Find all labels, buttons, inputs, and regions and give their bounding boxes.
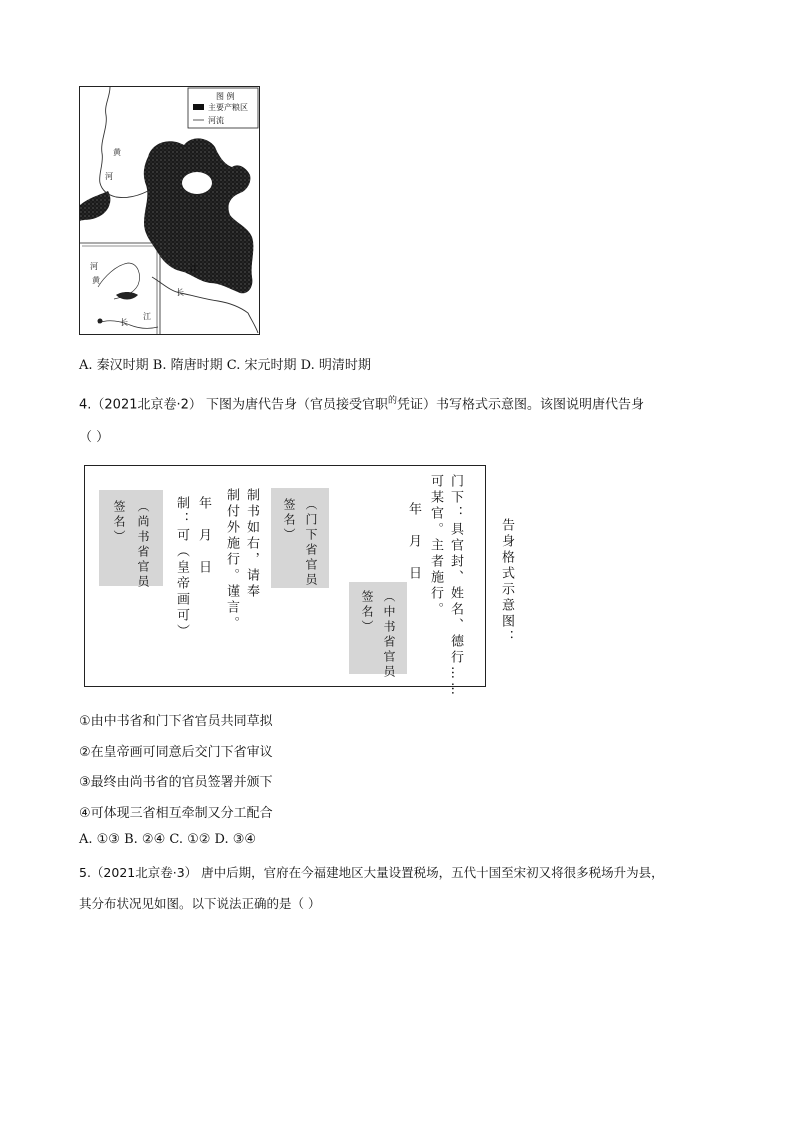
inset-label-huang: 黄: [92, 276, 100, 285]
sig-shangshu-1: （尚书省官员: [136, 500, 150, 590]
q4-item-4: ④可体现三省相互牵制又分工配合: [79, 806, 273, 821]
sig-box-zhongshu: [349, 582, 407, 680]
q4-options: A. ①③ B. ②④ C. ①② D. ③④: [79, 832, 257, 847]
lake: [182, 172, 212, 194]
sig-box-shangshu: [99, 490, 163, 590]
river-label-he: 河: [105, 172, 113, 181]
inset-label-chang: 长: [120, 318, 128, 327]
legend-swatch: [193, 104, 204, 110]
q4-answer-blank: （ ）: [79, 430, 110, 445]
fig-col-menxia-2: 可某官。主者施行。: [428, 474, 443, 618]
q4-item-2: ②在皇帝画可同意后交门下省审议: [79, 745, 273, 760]
q4-stem-small: 的: [388, 396, 398, 406]
q3-options: A. 秦汉时期 B. 隋唐时期 C. 宋元时期 D. 明清时期: [79, 358, 371, 373]
fig-col-zhishu-1: 制书如右，请奉: [244, 488, 259, 600]
sig-zhongshu-2: 签名）: [360, 590, 374, 635]
gaoshen-format-figure: [84, 465, 486, 698]
q4-item-3: ③最终由尚书省的官员签署并颁下: [79, 775, 273, 790]
q5-stem-line1: 5.（2021北京卷·3） 唐中后期，官府在今福建地区大量设置税场，五代十国至宋初又将很多税场升为县，: [79, 865, 664, 880]
map-drawing: [80, 87, 259, 334]
sig-menxia-1: （门下省官员: [304, 498, 318, 588]
q5-stem-line2: 其分布状况见如图。以下说法正确的是（ ）: [79, 896, 321, 911]
river-label-jiang: 江: [190, 264, 198, 273]
grain-area-west: [80, 191, 110, 221]
fig-col-date-2: 年 月 日: [196, 496, 211, 576]
legend-grain-area-label: 主要产粮区: [208, 103, 248, 112]
sig-shangshu-2: 签名）: [112, 500, 126, 545]
sig-box-menxia: [271, 488, 329, 588]
q4-stem-part2: 凭证）书写格式示意图。该图说明唐代告身: [397, 397, 645, 413]
fig-col-zhike: 制：可（皇帝画可）: [174, 496, 189, 640]
figure-caption: 告身格式示意图：: [499, 518, 514, 646]
fig-col-date-1: 年 月 日: [406, 502, 421, 582]
river-label-chang: 长: [176, 288, 184, 297]
river-label-huang: 黄: [113, 148, 121, 157]
legend-river-label: 河流: [208, 116, 224, 125]
fig-col-zhishu-2: 制付外施行。谨言。: [224, 488, 239, 632]
q4-stem-part1: 4.（2021北京卷·2） 下图为唐代告身（官员接受官职: [79, 397, 389, 413]
q4-stem: [79, 393, 644, 412]
legend-title: 图 例: [216, 92, 235, 101]
fig-col-menxia-1: 门下：具官封、姓名、德行……: [448, 474, 463, 698]
q4-item-1: ①由中书省和门下省官员共同草拟: [79, 714, 273, 729]
sig-menxia-2: 签名）: [282, 498, 296, 543]
sig-zhongshu-1: （中书省官员: [382, 590, 396, 680]
grain-area-map: [79, 86, 260, 335]
inset-label-jiang: 江: [143, 312, 151, 321]
inset-label-he: 河: [90, 262, 98, 271]
